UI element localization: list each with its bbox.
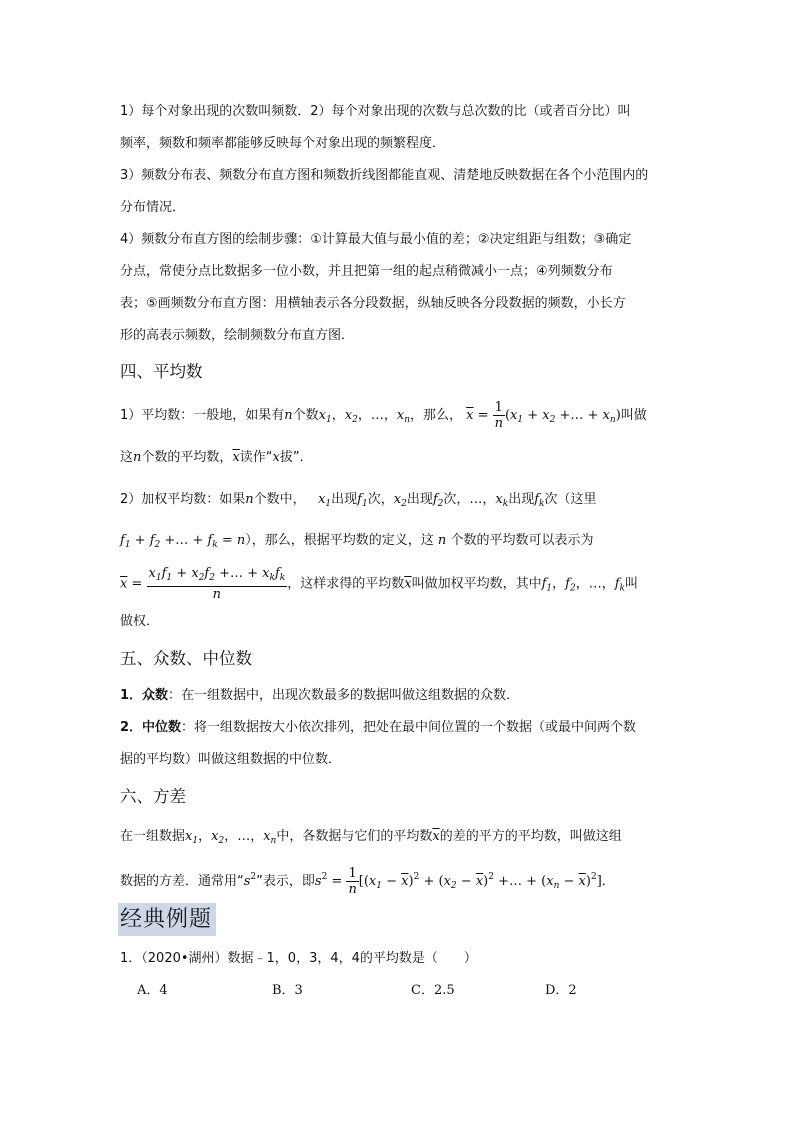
option-a[interactable]: A．4 xyxy=(137,983,168,998)
freq-line-8: 形的高表示频数，绘制频数分布直方图． xyxy=(120,328,355,343)
mode-definition: 1．众数：在一组数据中，出现次数最多的数据叫做这组数据的众数． xyxy=(120,688,520,703)
weighted-mean-line-1: 2）加权平均数：如果n个数中， $x_1$出现$f_1$次，$x_2$出现$f_2$次，…，$x_k$出现$f_k$次（这里 xyxy=(120,492,597,509)
section-heading-mean: 四、平均数 xyxy=(120,362,203,381)
mean-definition-line-1: 1）平均数：一般地，如果有n个数$x_1$，$x_2$，…，$x_n$，那么， $\overline{x}$ = $\frac{1}{n}$ ($x_1 + x_2$ +… + $x_n$)叫做 xyxy=(120,400,647,431)
freq-line-7: 表；⑤画频数分布直方图：用横轴表示各分段数据，纵轴反映各分段数据的频数，小长方 xyxy=(120,296,626,311)
classic-examples-banner: 经典例题 xyxy=(118,903,216,936)
option-c[interactable]: C．2.5 xyxy=(411,983,455,998)
median-definition-line-1: 2．中位数：将一组数据按大小依次排列，把处在最中间位置的一个数据（或最中间两个数 xyxy=(120,720,637,735)
median-definition-line-2: 据的平均数）叫做这组数据的中位数． xyxy=(120,752,342,767)
freq-line-4: 分布情况． xyxy=(120,200,186,215)
freq-line-5: 4）频数分布直方图的绘制步骤：①计算最大值与最小值的差；②决定组距与组数；③确定 xyxy=(120,232,632,247)
variance-line-1: 在一组数据$x_1$，$x_2$，…，$x_n$中，各数据与它们的平均数$\overline{x}$的差的平方的平均数，叫做这组 xyxy=(120,829,622,846)
section-heading-mode-median: 五、众数、中位数 xyxy=(120,649,252,668)
freq-line-1: 1）每个对象出现的次数叫频数．2）每个对象出现的次数与总次数的比（或者百分比）叫 xyxy=(120,104,631,119)
freq-line-3: 3）频数分布表、频数分布直方图和频数折线图都能直观、清楚地反映数据在各个小范围内的 xyxy=(120,168,649,183)
option-b[interactable]: B．3 xyxy=(272,983,303,998)
variance-line-2: 数据的方差．通常用“$s^2$”表示，即$s^2$ = $\frac{1}{n}$ [$(x_1 - \overline{x})^2 + (x_2 - \overline{x})^2$ +… + $(x_n - \overline{x})^2$]． xyxy=(120,866,615,897)
mean-formula: $\overline{x}$ xyxy=(466,408,474,423)
option-d[interactable]: D．2 xyxy=(545,983,577,998)
weighted-mean-line-2: $f_1 + f_2$ +… + $f_k = n$），那么，根据平均数的定义，这 n 个数的平均数可以表示为 xyxy=(120,533,594,550)
weighted-mean-line-4: 做权． xyxy=(120,614,160,629)
question-1: 1．（2020•湖州）数据﹣1，0，3，4，4的平均数是（ ） xyxy=(120,951,477,966)
weighted-mean-line-3: $\overline{x}$ = $\frac{x_1f_1 + x_2f_2 +\dots + x_kf_k}{n}$ ，这样求得的平均数$\overline{x}$叫做加权平均数，其中$f_1$，$f_2$，…，$f_k$叫 xyxy=(120,566,639,602)
freq-line-6: 分点，常使分点比数据多一位小数，并且把第一组的起点稍微减小一点；④列频数分布 xyxy=(120,264,613,279)
section-heading-variance: 六、方差 xyxy=(120,787,186,806)
mean-definition-line-2: 这n个数的平均数，$\overline{x}$读作“x拔”． xyxy=(120,450,313,465)
freq-line-2: 频率，频数和频率都能够反映每个对象出现的频繁程度． xyxy=(120,136,446,151)
